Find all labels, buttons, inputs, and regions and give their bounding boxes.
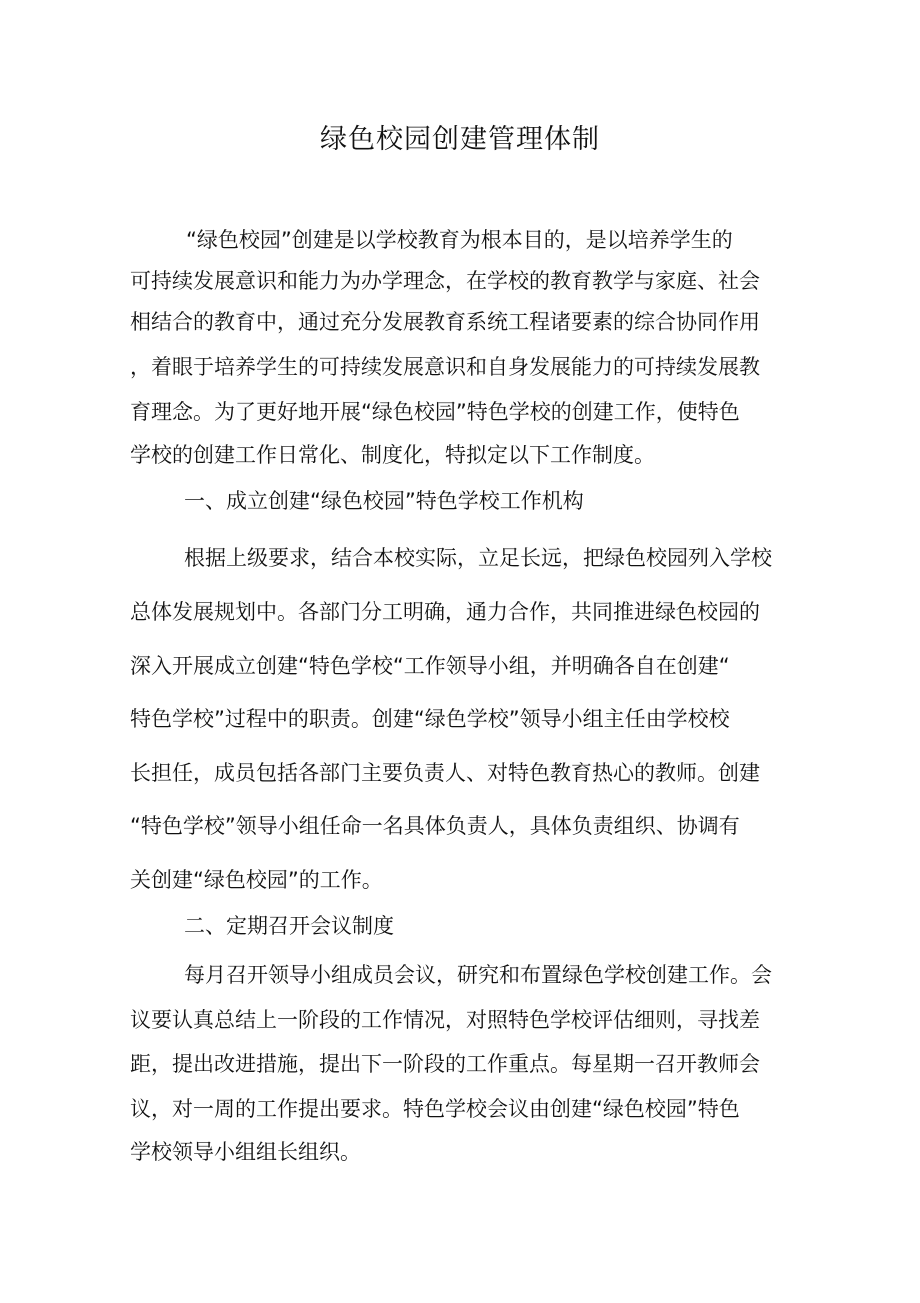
paragraph-line: ，着眼于培养学生的可持续发展意识和自身发展能力的可持续发展教 <box>130 355 760 379</box>
paragraph-line: 议要认真总结上一阶段的工作情况，对照特色学校评估细则，寻找差 <box>130 1008 760 1032</box>
paragraph-line: 议，对一周的工作提出要求。特色学校会议由创建“绿色校园”特色 <box>130 1097 740 1121</box>
document-title: 绿色校园创建管理体制 <box>320 124 600 155</box>
paragraph-line: 深入开展成立创建“特色学校“工作领导小组，并明确各自在创建“ <box>130 654 730 678</box>
section-heading-1: 一、成立创建“绿色校园”特色学校工作机构 <box>184 489 584 513</box>
paragraph-line: 相结合的教育中，通过充分发展教育系统工程诸要素的综合协同作用 <box>130 310 760 334</box>
paragraph-line: 总体发展规划中。各部门分工明确，通力合作，共同推进绿色校园的 <box>130 600 760 624</box>
paragraph-line: 可持续发展意识和能力为办学理念，在学校的教育教学与家庭、社会 <box>130 269 760 293</box>
paragraph-line: 学校领导小组组长组织。 <box>130 1140 361 1164</box>
paragraph-line: 长担任，成员包括各部门主要负责人、对特色教育热心的教师。创建 <box>130 761 760 785</box>
paragraph-line: 距，提出改进措施，提出下一阶段的工作重点。每星期一召开教师会 <box>130 1052 760 1076</box>
paragraph-line: 关创建“绿色校园”的工作。 <box>130 868 383 892</box>
paragraph-line: 育理念。为了更好地开展“绿色校园”特色学校的创建工作，使特色 <box>130 400 740 424</box>
paragraph-line: 特色学校”过程中的职责。创建“绿色学校”领导小组主任由学校校 <box>130 707 730 731</box>
section-heading-2: 二、定期召开会议制度 <box>184 914 394 938</box>
paragraph-line: 学校的创建工作日常化、制度化，特拟定以下工作制度。 <box>130 443 655 467</box>
paragraph-line: 每月召开领导小组成员会议，研究和布置绿色学校创建工作。会 <box>184 963 772 987</box>
paragraph-line: “特色学校”领导小组任命一名具体负责人，具体负责组织、协调有 <box>130 814 740 838</box>
paragraph-line: 根据上级要求，结合本校实际，立足长远，把绿色校园列入学校 <box>184 546 772 570</box>
paragraph-line: “绿色校园”创建是以学校教育为根本目的，是以培养学生的 <box>186 228 733 252</box>
